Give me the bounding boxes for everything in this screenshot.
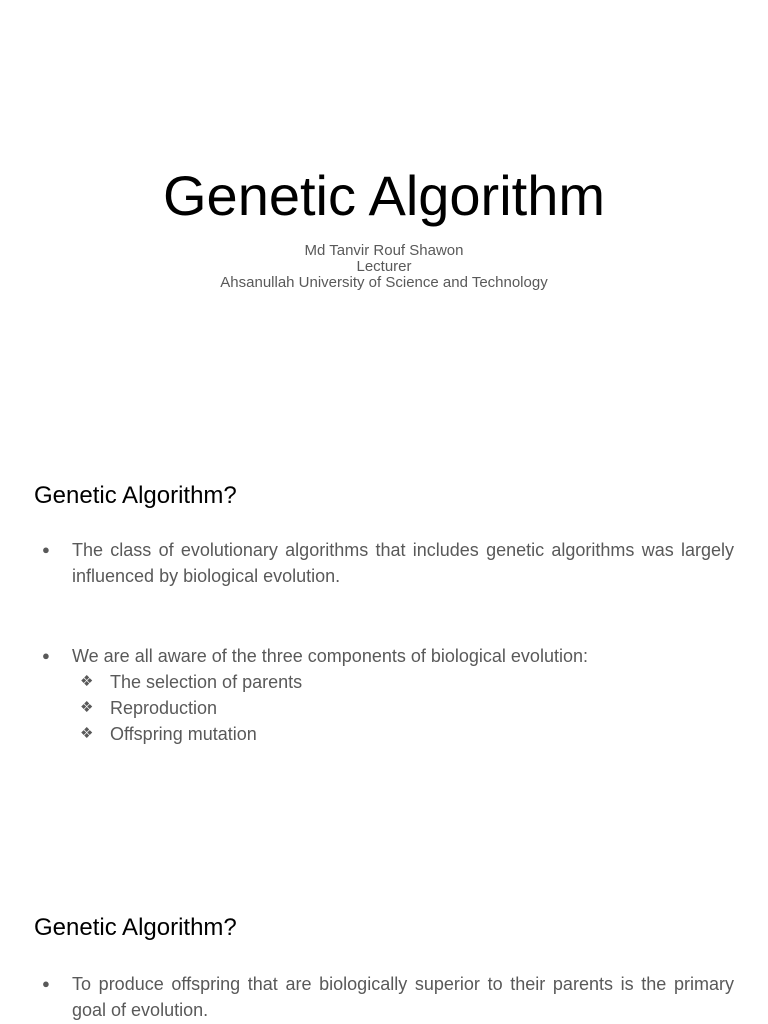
four-diamond-icon: ❖ — [80, 725, 94, 742]
four-diamond-icon: ❖ — [80, 673, 94, 690]
bullet-icon: ● — [42, 976, 50, 991]
bullet-item — [0, 537, 768, 589]
author-block — [0, 243, 768, 291]
author-position: Lecturer — [356, 258, 412, 275]
author-name: Md Tanvir Rouf Shawon — [304, 242, 464, 259]
bullet-text: We are all aware of the three components of biological evolution: — [72, 646, 588, 666]
sub-bullet-text: The selection of parents — [110, 672, 303, 692]
sub-bullet-list — [72, 669, 734, 747]
four-diamond-icon: ❖ — [80, 699, 94, 716]
bullet-list — [0, 537, 768, 589]
bullet-icon: ● — [42, 542, 50, 557]
content-slide-1 — [0, 432, 768, 864]
sub-bullet-text: Offspring mutation — [110, 724, 257, 744]
presentation-title: Genetic Algorithm — [163, 164, 605, 227]
bullet-item — [0, 971, 768, 1023]
sub-bullet-item — [72, 721, 734, 747]
sub-bullet-item — [72, 669, 734, 695]
sub-bullet-text: Reproduction — [110, 698, 218, 718]
sub-bullet-item — [72, 695, 734, 721]
bullet-item — [0, 643, 768, 747]
bullet-list — [0, 643, 768, 747]
bullet-list — [0, 971, 768, 1023]
bullet-text: The class of evolutionary algorithms that includes genetic algorithms was largely influenced by biological evolution. — [72, 540, 734, 586]
content-slide-2 — [0, 864, 768, 1024]
slide-heading: Genetic Algorithm? — [34, 914, 237, 941]
author-institution: Ahsanullah University of Science and Technology — [220, 274, 548, 291]
bullet-icon: ● — [42, 648, 50, 663]
slide-heading: Genetic Algorithm? — [34, 482, 237, 509]
title-slide — [0, 0, 768, 432]
bullet-text: To produce offspring that are biologically superior to their parents is the primary goal of evolution. — [72, 974, 734, 1020]
